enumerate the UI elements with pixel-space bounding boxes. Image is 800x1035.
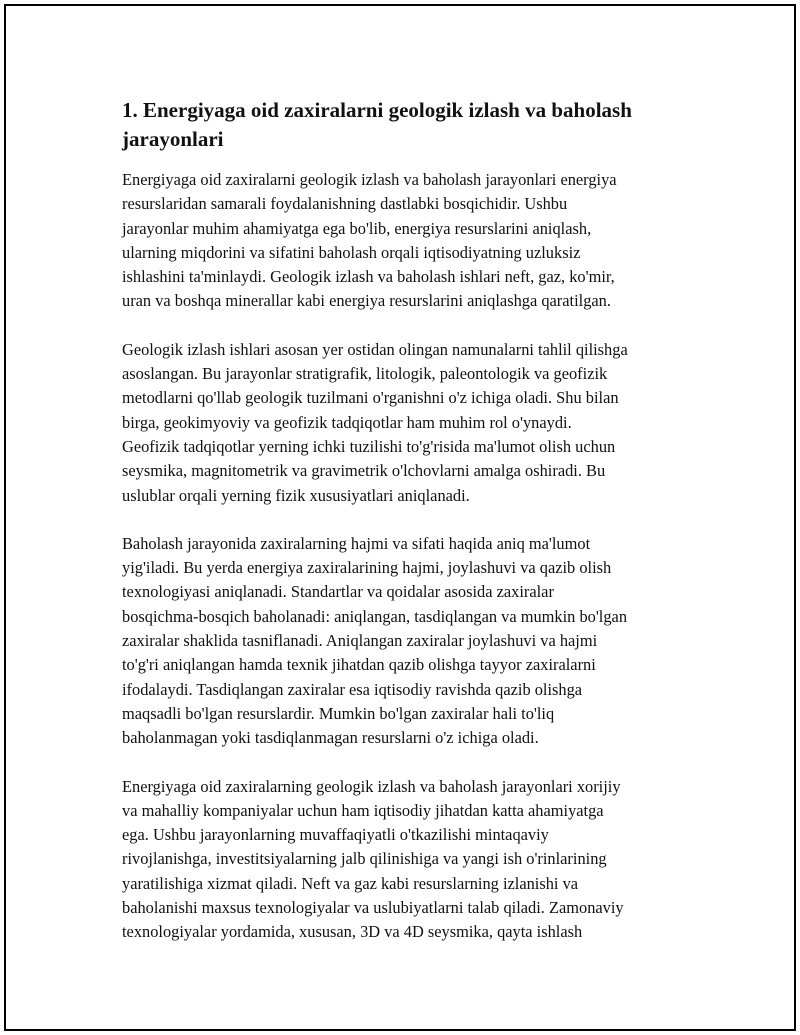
heading-line: jarayonlari (122, 127, 224, 151)
text-line: uran va boshqa minerallar kabi energiya resurslarini aniqlashga qaratilgan. (122, 291, 611, 311)
page-frame (4, 4, 796, 1031)
text-line: ifodalaydi. Tasdiqlangan zaxiralar esa iqtisodiy ravishda qazib olishga (122, 679, 583, 699)
text-line: to'g'ri aniqlangan hamda texnik jihatdan qazib olishga tayyor zaxiralarni (122, 655, 596, 675)
text-line: Geologik izlash ishlari asosan yer ostidan olingan namunalarni tahlil qilishga (122, 339, 628, 359)
document-body (122, 96, 702, 969)
paragraph-4 (122, 775, 702, 945)
text-line: asoslangan. Bu jarayonlar stratigrafik, litologik, paleontologik va geofizik (122, 364, 608, 384)
text-line: metodlarni qo'llab geologik tuzilmani o'rganishni o'z ichiga oladi. Shu bilan (122, 388, 619, 408)
paragraph-3 (122, 532, 702, 751)
paragraph-1 (122, 168, 702, 314)
text-line: Baholash jarayonida zaxiralarning hajmi va sifati haqida aniq ma'lumot (122, 533, 591, 553)
text-line: baholanmagan yoki tasdiqlanmagan resurslarni o'z ichiga oladi. (122, 728, 539, 748)
text-line: maqsadli bo'lgan resurslardir. Mumkin bo'lgan zaxiralar hali to'liq (122, 703, 555, 723)
text-line: ularning miqdorini va sifatini baholash orqali iqtisodiyatning uzluksiz (122, 242, 581, 262)
text-line: uslublar orqali yerning fizik xususiyatlari aniqlanadi. (122, 485, 470, 505)
text-line: texnologiyasi aniqlanadi. Standartlar va qoidalar asosida zaxiralar (122, 582, 554, 602)
paragraph-2 (122, 338, 702, 508)
text-line: seysmika, magnitometrik va gravimetrik o'lchovlarni amalga oshiradi. Bu (122, 461, 606, 481)
text-line: bosqichma-bosqich baholanadi: aniqlangan, tasdiqlangan va mumkin bo'lgan (122, 606, 628, 626)
text-line: zaxiralar shaklida tasniflanadi. Aniqlangan zaxiralar joylashuvi va hajmi (122, 631, 598, 651)
text-line: va mahalliy kompaniyalar uchun ham iqtisodiy jihatdan katta ahamiyatga (122, 800, 604, 820)
text-line: Energiyaga oid zaxiralarning geologik izlash va baholash jarayonlari xorijiy (122, 776, 621, 796)
text-line: yig'iladi. Bu yerda energiya zaxiralarining hajmi, joylashuvi va qazib olish (122, 558, 612, 578)
text-line: resurslaridan samarali foydalanishning dastlabki bosqichidir. Ushbu (122, 194, 568, 214)
text-line: rivojlanishga, investitsiyalarning jalb qilinishiga va yangi ish o'rinlarining (122, 849, 607, 869)
text-line: yaratilishiga xizmat qiladi. Neft va gaz kabi resurslarning izlanishi va (122, 873, 579, 893)
text-line: Energiyaga oid zaxiralarni geologik izlash va baholash jarayonlari energiya (122, 170, 617, 189)
section-heading (122, 96, 702, 154)
text-line: jarayonlar muhim ahamiyatga ega bo'lib, energiya resurslarini aniqlash, (122, 218, 592, 238)
text-line: ishlashini ta'minlaydi. Geologik izlash va baholash ishlari neft, gaz, ko'mir, (122, 267, 615, 287)
text-line: texnologiyalar yordamida, xususan, 3D va 4D seysmika, qayta ishlash (122, 922, 583, 942)
text-line: ega. Ushbu jarayonlarning muvaffaqiyatli o'tkazilishi mintaqaviy (122, 825, 549, 845)
heading-line: 1. Energiyaga oid zaxiralarni geologik izlash va baholash (122, 98, 632, 122)
text-line: Geofizik tadqiqotlar yerning ichki tuzilishi to'g'risida ma'lumot olish uchun (122, 436, 616, 456)
text-line: baholanishi maxsus texnologiyalar va uslubiyatlarni talab qiladi. Zamonaviy (122, 898, 624, 918)
text-line: birga, geokimyoviy va geofizik tadqiqotlar ham muhim rol o'ynaydi. (122, 412, 572, 432)
